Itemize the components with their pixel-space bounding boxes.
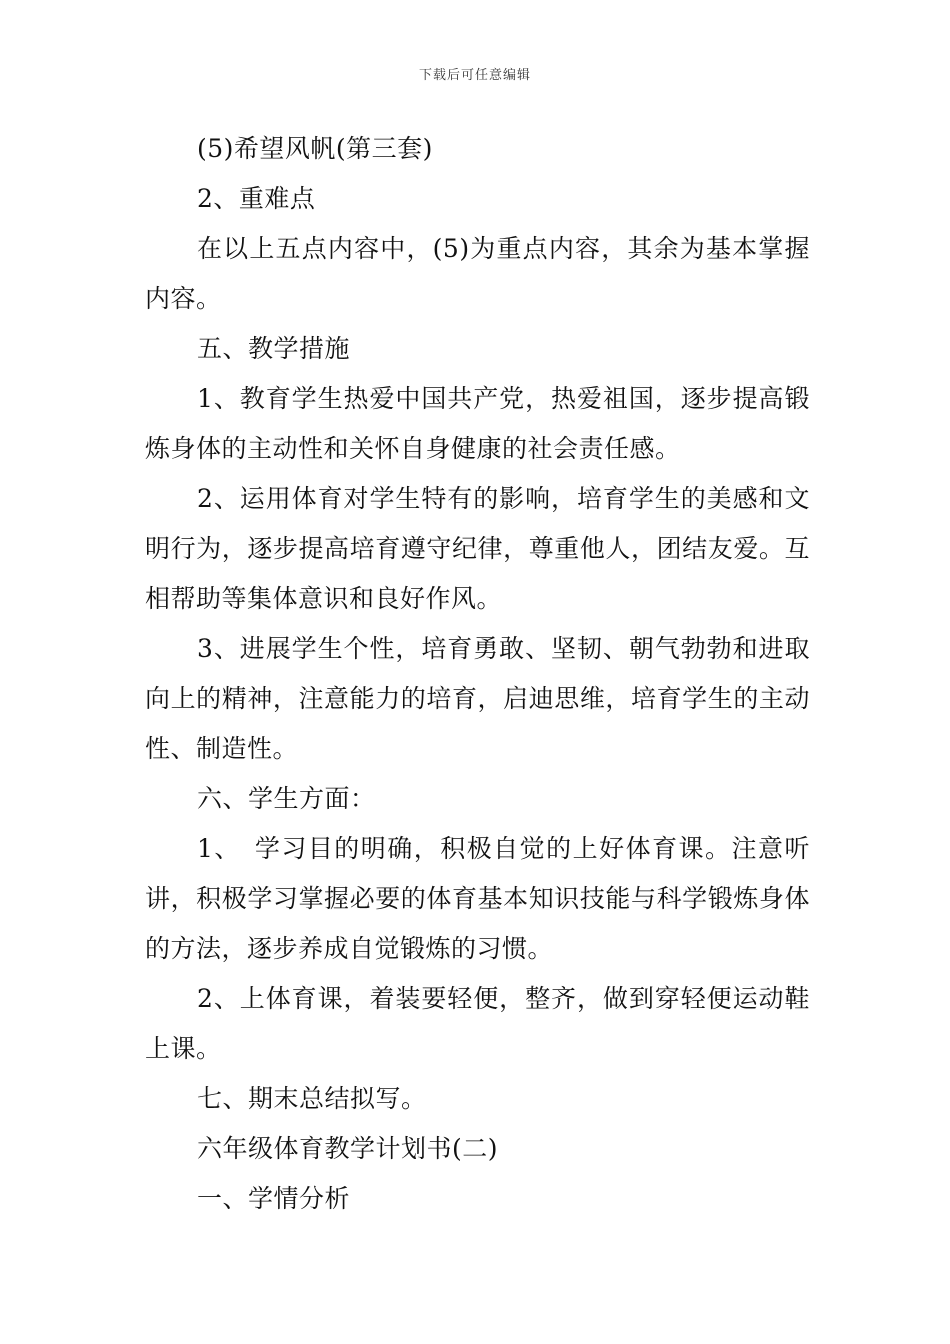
paragraph-hope-sail: (5)希望风帆(第三套) xyxy=(197,134,433,163)
heading-student-aspects: 六、学生方面： xyxy=(197,784,376,813)
heading-key-difficult-points: 2、重难点 xyxy=(197,184,316,213)
paragraph-measure-1: 1、教育学生热爱中国共产党，热爱祖国，逐步提高锻炼身体的主动性和关怀自身健康的社会责任感。 xyxy=(145,384,810,463)
paragraph-measure-2: 2、运用体育对学生特有的影响，培育学生的美感和文明行为，逐步提高培育遵守纪律，尊重他人，团结友爱。互相帮助等集体意识和良好作风。 xyxy=(145,484,810,613)
paragraph-student-1: 1、 学习目的明确，积极自觉的上好体育课。注意听讲，积极学习掌握必要的体育基本知识技能与科学锻炼身体的方法，逐步养成自觉锻炼的习惯。 xyxy=(145,834,810,963)
heading-teaching-measures: 五、教学措施 xyxy=(197,334,351,363)
page-header-note: 下载后可任意编辑 xyxy=(418,68,531,83)
document-body xyxy=(145,124,810,1224)
heading-learning-analysis: 一、学情分析 xyxy=(197,1184,351,1213)
paragraph-student-2: 2、上体育课，着装要轻便，整齐，做到穿轻便运动鞋上课。 xyxy=(145,984,810,1063)
heading-final-summary: 七、期末总结拟写。 xyxy=(197,1084,427,1113)
paragraph-measure-3: 3、进展学生个性，培育勇敢、坚韧、朝气勃勃和进取向上的精神，注意能力的培育，启迪思维，培育学生的主动性、制造性。 xyxy=(145,634,810,763)
paragraph-key-content: 在以上五点内容中，(5)为重点内容，其余为基本掌握内容。 xyxy=(145,234,810,313)
document-title-part-two: 六年级体育教学计划书(二) xyxy=(197,1134,499,1163)
